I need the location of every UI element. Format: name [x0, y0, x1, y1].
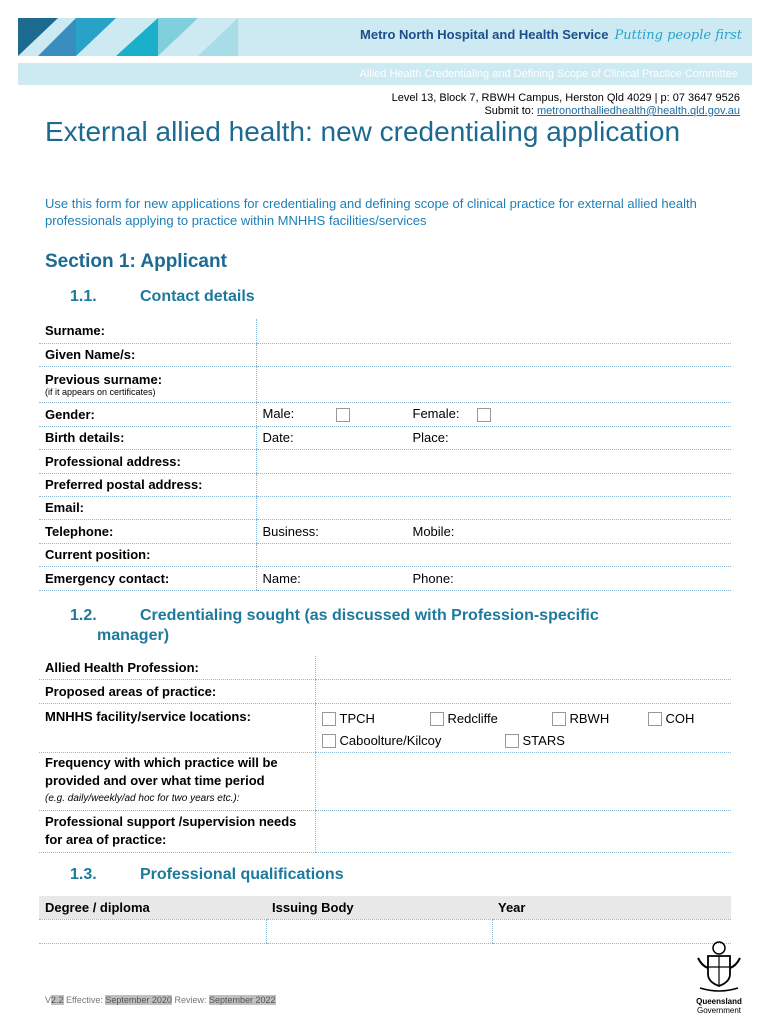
- table-row: [39, 519, 731, 543]
- queensland-government-logo: [692, 940, 746, 1015]
- surname-field[interactable]: [256, 319, 731, 343]
- facility-option: [322, 733, 505, 748]
- professional-address-field[interactable]: [256, 449, 731, 473]
- frequency-field[interactable]: [315, 752, 731, 810]
- stars-label: STARS: [522, 733, 565, 748]
- female-label: Female:: [412, 406, 460, 422]
- male-option: [263, 406, 413, 422]
- footer-version: [45, 995, 276, 1005]
- gender-field: [256, 402, 731, 426]
- table-row: [39, 656, 731, 679]
- surname-label: Surname:: [39, 319, 256, 343]
- page-title: External allied health: new credentialing application: [45, 116, 681, 147]
- male-label: Male:: [262, 406, 295, 422]
- effective-date: September 2020: [105, 995, 172, 1005]
- contact-details-table: [39, 319, 731, 591]
- caboolture-checkbox[interactable]: [322, 734, 336, 748]
- facility-option: [552, 711, 648, 726]
- email-field[interactable]: [256, 496, 731, 519]
- credentialing-table: [39, 656, 731, 853]
- committee-bar: Allied Health Credentialing and Defining Scope of Clinical Practice Committee: [18, 63, 752, 85]
- table-row: [39, 473, 731, 496]
- subsection-number: 1.3.: [70, 866, 97, 883]
- version-number: 2.2: [51, 995, 64, 1005]
- table-row: [39, 703, 731, 752]
- subsection-heading-contact: [70, 288, 255, 306]
- banner-shape: [38, 18, 76, 56]
- rbwh-checkbox[interactable]: [552, 712, 566, 726]
- redcliffe-label: Redcliffe: [447, 711, 498, 726]
- name-label: Name:: [262, 570, 301, 586]
- table-header-row: [39, 896, 731, 919]
- redcliffe-checkbox[interactable]: [430, 712, 444, 726]
- professional-address-label: Professional address:: [39, 449, 256, 473]
- year-header: Year: [492, 896, 731, 919]
- place-label: Place:: [412, 430, 449, 445]
- areas-label: Proposed areas of practice:: [39, 679, 315, 703]
- frequency-label: [39, 752, 315, 810]
- table-row: [39, 449, 731, 473]
- facility-label: MNHHS facility/service locations:: [39, 703, 315, 752]
- facility-option: [505, 733, 565, 748]
- frequency-note: (e.g. daily/weekly/ad hoc for two years etc.):: [45, 793, 240, 804]
- rbwh-label: RBWH: [569, 711, 610, 726]
- phone-label: Phone:: [412, 570, 454, 586]
- postal-address-field[interactable]: [256, 473, 731, 496]
- banner-shape: [198, 18, 238, 56]
- caboolture-label: Caboolture/Kilcoy: [339, 733, 442, 748]
- degree-header: Degree / diploma: [39, 896, 266, 919]
- areas-field[interactable]: [315, 679, 731, 703]
- subsection-heading-qualifications: [70, 866, 344, 884]
- logo-line1: Queensland: [696, 997, 742, 1006]
- intro-text: Use this form for new applications for credentialing and defining scope of clinical practice for external allied health professionals applying to practice within MNHHS facilities/services: [45, 196, 697, 228]
- org-name: [360, 27, 742, 43]
- previous-surname-text: Previous surname:: [45, 371, 163, 387]
- degree-cell[interactable]: [39, 919, 266, 943]
- coh-checkbox[interactable]: [648, 712, 662, 726]
- table-row: [39, 919, 731, 943]
- qualifications-table: [39, 896, 731, 944]
- subsection-number: 1.1.: [70, 288, 97, 305]
- gender-label: Gender:: [39, 402, 256, 426]
- given-name-field[interactable]: [256, 343, 731, 366]
- frequency-text: Frequency with which practice will be provided and over what time period: [45, 755, 278, 788]
- table-row: [39, 752, 731, 810]
- male-checkbox[interactable]: [336, 408, 350, 422]
- facility-row: [322, 730, 726, 752]
- postal-address-label: Preferred postal address:: [39, 473, 256, 496]
- subsection-title: Credentialing sought (as discussed with Profession-specific: [140, 607, 599, 624]
- submit-label: Submit to:: [484, 105, 538, 117]
- subsection-title-line: [70, 606, 599, 626]
- business-label: Business:: [262, 523, 319, 539]
- banner-shape: [76, 18, 116, 56]
- support-label: Professional support /supervision needs for area of practice:: [39, 810, 315, 852]
- support-field[interactable]: [315, 810, 731, 852]
- facility-field: [315, 703, 731, 752]
- table-row: [39, 543, 731, 566]
- birth-details-field[interactable]: [256, 426, 731, 449]
- banner-shape: [116, 18, 158, 56]
- org-title: Metro North Hospital and Health Service: [360, 27, 609, 42]
- table-row: [39, 319, 731, 343]
- current-position-label: Current position:: [39, 543, 256, 566]
- table-row: [39, 496, 731, 519]
- current-position-field[interactable]: [256, 543, 731, 566]
- facility-option: [322, 711, 430, 726]
- emergency-contact-label: Emergency contact:: [39, 566, 256, 590]
- table-row: [39, 566, 731, 590]
- tpch-checkbox[interactable]: [322, 712, 336, 726]
- subsection-number: 1.2.: [70, 607, 97, 624]
- facility-option: [648, 711, 695, 726]
- facility-row: [322, 708, 726, 730]
- birth-details-label: Birth details:: [39, 426, 256, 449]
- previous-surname-label: [39, 366, 256, 402]
- logo-line2: Government: [696, 1006, 742, 1015]
- subsection-title: Contact details: [140, 288, 255, 305]
- coat-of-arms-icon: [694, 940, 744, 992]
- section-heading: Section 1: Applicant: [45, 251, 227, 272]
- address-line: Level 13, Block 7, RBWH Campus, Herston Qld 4029 | p: 07 3647 9526: [391, 92, 740, 104]
- mobile-label: Mobile:: [412, 523, 455, 539]
- previous-surname-note: (if it appears on certificates): [45, 386, 156, 397]
- table-row: [39, 810, 731, 852]
- table-row: [39, 402, 731, 426]
- facility-option: [430, 711, 552, 726]
- table-row: [39, 343, 731, 366]
- org-tagline: Putting people first: [614, 28, 742, 43]
- tpch-label: TPCH: [339, 711, 375, 726]
- subsection-title: Professional qualifications: [140, 866, 344, 883]
- table-row: [39, 366, 731, 402]
- female-option: [413, 406, 492, 422]
- profession-field[interactable]: [315, 656, 731, 679]
- subsection-title-cont: manager): [97, 627, 170, 644]
- table-row: [39, 679, 731, 703]
- review-label: Review:: [171, 995, 209, 1005]
- version-prefix: V: [45, 995, 52, 1005]
- profession-label: Allied Health Profession:: [39, 656, 315, 679]
- effective-label: Effective:: [63, 995, 106, 1005]
- telephone-field[interactable]: [256, 519, 731, 543]
- emergency-contact-field[interactable]: [256, 566, 731, 590]
- banner-shape: [158, 18, 198, 56]
- issuing-body-cell[interactable]: [266, 919, 492, 943]
- previous-surname-field[interactable]: [256, 366, 731, 402]
- date-label: Date:: [262, 430, 294, 445]
- given-name-label: Given Name/s:: [39, 343, 256, 366]
- stars-checkbox[interactable]: [505, 734, 519, 748]
- subsection-heading-credentialing: [70, 606, 599, 646]
- email-label: Email:: [39, 496, 256, 519]
- telephone-label: Telephone:: [39, 519, 256, 543]
- table-row: [39, 426, 731, 449]
- submit-email-link[interactable]: metronorthalliedhealth@health.qld.gov.au: [537, 105, 740, 117]
- review-date: September 2022: [208, 995, 276, 1005]
- issuing-body-header: Issuing Body: [266, 896, 492, 919]
- female-checkbox[interactable]: [477, 408, 491, 422]
- coh-label: COH: [665, 711, 695, 726]
